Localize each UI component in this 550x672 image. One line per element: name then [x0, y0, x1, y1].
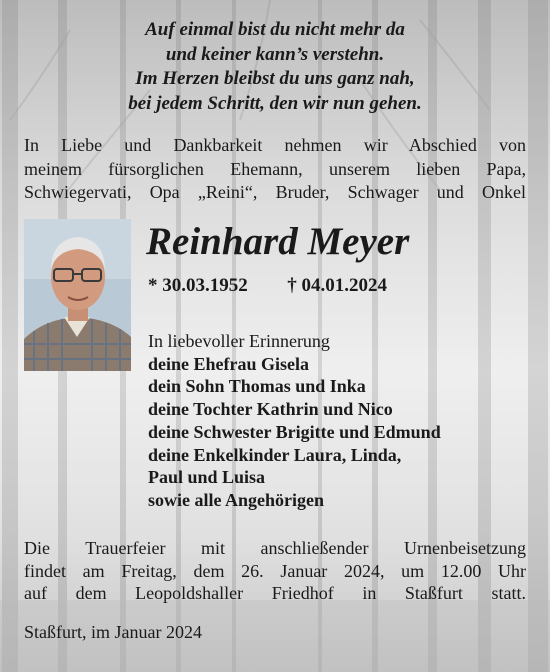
mourner-line: deine Schwester Brigitte und Edmund: [148, 421, 441, 442]
mourner-line: dein Sohn Thomas und Inka: [148, 376, 366, 397]
poem-line: bei jedem Schritt, den wir nun gehen.: [128, 92, 422, 114]
mourner-line: deine Enkelkinder Laura, Linda,: [148, 444, 402, 465]
funeral-line: Die Trauerfeier mit anschließender Urnenbeisetzung: [24, 538, 526, 558]
mourner-line: Paul und Luisa: [148, 467, 266, 488]
poem: [0, 18, 550, 116]
mourner-line: deine Ehefrau Gisela: [148, 353, 309, 374]
poem-line: und keiner kann’s verstehn.: [165, 43, 385, 65]
intro-line: meinem fürsorglichen Ehemann, unserem lieben Papa,: [24, 158, 526, 179]
intro-line: In Liebe und Dankbarkeit nehmen wir Abschied von: [24, 135, 526, 155]
poem-line: Im Herzen bleibst du uns ganz nah,: [135, 68, 415, 89]
mourners-list: [148, 330, 441, 512]
mourner-line: deine Tochter Kathrin und Nico: [148, 399, 393, 420]
deceased-name: Reinhard Meyer: [146, 220, 410, 263]
funeral-line: auf dem Leopoldshaller Friedhof in Staßfurt statt.: [24, 583, 526, 603]
poem-line: Auf einmal bist du nicht mehr da: [145, 19, 405, 40]
intro-line: Schwiegervati, Opa „Reini“, Bruder, Schwager und Onkel: [24, 182, 526, 202]
life-dates: [148, 275, 387, 297]
funeral-line: findet am Freitag, dem 26. Januar 2024, um 12.00 Uhr: [24, 560, 526, 581]
funeral-info: [24, 537, 526, 605]
intro-text: [24, 134, 526, 205]
death-date: † 04.01.2024: [287, 275, 387, 296]
birth-date: * 30.03.1952: [148, 275, 248, 296]
place-and-date: Staßfurt, im Januar 2024: [24, 622, 202, 642]
portrait-photo: [24, 219, 131, 371]
mourners-lead: In liebevoller Erinnerung: [148, 331, 330, 351]
mourner-line: sowie alle Angehörigen: [148, 489, 324, 510]
